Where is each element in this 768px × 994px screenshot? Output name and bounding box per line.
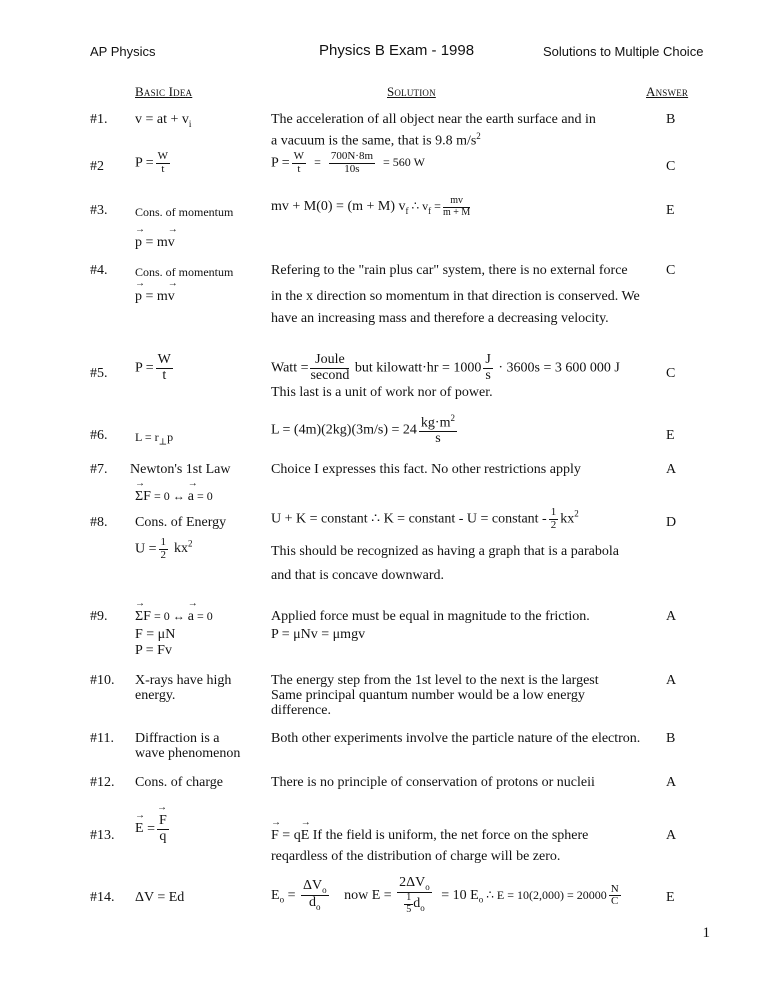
col-answer: Answer (646, 84, 689, 99)
q4-idea-line1: Cons. of momentum (135, 265, 234, 279)
q7-number: #7. (90, 462, 108, 477)
col-basic-idea: Basic Idea (135, 84, 193, 99)
q12-solution: There is no principle of conservation of protons or nucleii (271, 775, 595, 790)
q7-idea-line2: → ΣF = 0 ↔ → a = 0 (135, 489, 213, 505)
q10-solution-line2: Same principal quantum number would be a low energy (271, 688, 585, 703)
q3-idea-line2: → p = m→ v (135, 235, 175, 251)
q14-idea: ΔV = Ed (135, 890, 185, 905)
q8-solution-line3: and that is concave downward. (271, 568, 444, 583)
q10-number: #10. (90, 673, 115, 688)
q13-solution-line1: → F = q→ E If the field is uniform, the net force on the sphere (271, 828, 588, 844)
q12-number: #12. (90, 775, 115, 790)
q7-idea-line1: Newton's 1st Law (130, 462, 231, 477)
page-number: 1 (702, 925, 710, 941)
q13-idea: → E = → $\frac{F}{q}$ (135, 814, 171, 844)
q4-solution-line1: Refering to the "rain plus car" system, there is no external force (271, 263, 628, 278)
q4-answer: C (666, 263, 676, 278)
q6-number: #6. (90, 428, 108, 443)
q2-number: #2 (90, 159, 104, 174)
q11-number: #11. (90, 731, 114, 746)
q7-solution: Choice I expresses this fact. No other restrictions apply (271, 462, 581, 477)
q8-number: #8. (90, 515, 108, 530)
q8-answer: D (666, 515, 677, 530)
col-solution: Solution (387, 84, 436, 99)
q1-solution-line2: a vacuum is the same, that is 9.8 $m/s^2$ (271, 131, 481, 149)
q2-solution: P = $\frac{W}{t}$ = $\frac{700N\cdot 8m}{10s}$ = 560 W (271, 150, 425, 175)
q11-answer: B (666, 731, 676, 746)
q10-solution-line3: difference. (271, 703, 331, 718)
q9-number: #9. (90, 609, 108, 624)
q13-answer: A (666, 828, 677, 843)
q10-answer: A (666, 673, 677, 688)
q1-idea: v = at + $v_i$ (135, 112, 192, 129)
q12-idea: Cons. of charge (135, 775, 223, 790)
q5-solution-line2: This last is a unit of work nor of power. (271, 385, 493, 400)
q12-answer: A (666, 775, 677, 790)
q1-number: #1. (90, 112, 108, 127)
q13-solution-line2: reqardless of the distribution of charge will be zero. (271, 849, 561, 864)
header-right: Solutions to Multiple Choice (543, 44, 704, 59)
q5-answer: C (666, 366, 676, 381)
q6-solution: L = (4m)(2kg)(3m/s) = 24 $\frac{kg\cdot m^2}{s}$ (271, 413, 455, 447)
q1-solution-line1: The acceleration of all object near the earth surface and in (271, 112, 596, 127)
q14-answer: E (666, 890, 675, 905)
q14-solution: $E_o$ = $\frac{\Delta V_o}{d_o}$ now E = $2\Delta V_o$ $\frac{1}{5}$ $d_o$ = 10 $E_o$ ∴ E = 10(2,000) = 20000 $\frac{N}{C}$ (271, 875, 619, 915)
q8-idea-line1: Cons. of Energy (135, 515, 227, 530)
q8-solution-line1: U + K = constant ∴ K = constant - U = constant - $\frac{1}{2}$ $kx^2$ (271, 506, 579, 531)
q4-idea-line2: → p = m→ v (135, 289, 175, 305)
q9-idea-line1: → ΣF = 0 ↔ → a = 0 (135, 609, 213, 625)
q4-solution-line2: in the x direction so momentum in that direction is conserved. We (271, 289, 640, 304)
q11-solution: Both other experiments involve the particle nature of the electron. (271, 731, 641, 746)
q10-idea-line1: X-rays have high (135, 673, 232, 688)
header-title: Physics B Exam - 1998 (319, 42, 475, 59)
q9-solution-line1: Applied force must be equal in magnitude to the friction. (271, 609, 590, 624)
q9-idea-line2: F = μN (135, 627, 176, 642)
q1-answer: B (666, 112, 676, 127)
q5-number: #5. (90, 366, 108, 381)
q6-idea: $L = r_\perp p$ (135, 430, 174, 447)
q6-answer: E (666, 428, 675, 443)
q3-idea-line1: Cons. of momentum (135, 205, 234, 219)
q10-solution-line1: The energy step from the 1st level to the next is the largest (271, 673, 599, 688)
q11-idea-line1: Diffraction is a (135, 731, 220, 746)
q8-idea-line2: U = $\frac{1}{2}$ $kx^2$ (135, 536, 193, 561)
q8-solution-line2: This should be recognized as having a graph that is a parabola (271, 544, 619, 559)
q5-idea: P = $\frac{W}{t}$ (135, 352, 171, 383)
q13-number: #13. (90, 828, 115, 843)
q14-number: #14. (90, 890, 115, 905)
q11-idea-line2: wave phenomenon (135, 746, 241, 761)
q4-number: #4. (90, 263, 108, 278)
q9-solution-line2: P = μNv = μmgv (271, 627, 366, 642)
q7-answer: A (666, 462, 677, 477)
q2-answer: C (666, 159, 676, 174)
q2-idea: P = $\frac{W}{t}$ (135, 150, 169, 175)
q4-solution-line3: have an increasing mass and therefore a decreasing velocity. (271, 311, 609, 326)
q9-idea-line3: P = Fv (135, 643, 172, 658)
q9-answer: A (666, 609, 677, 624)
q3-answer: E (666, 203, 675, 218)
q3-number: #3. (90, 203, 108, 218)
q3-solution: mv + M(0) = (m + M) $v_f$ ∴ $v_f$ = $\frac{mv}{m + M}$ (271, 195, 471, 218)
header-left: AP Physics (90, 44, 156, 59)
q5-solution-line1: Watt = $\frac{\text{Joule}}{\text{second}}$ but kilowatt·hr = 1000 $\frac{J}{s}$ · 3600s = 3 600 000 J (271, 352, 620, 383)
q10-idea-line2: energy. (135, 688, 176, 703)
